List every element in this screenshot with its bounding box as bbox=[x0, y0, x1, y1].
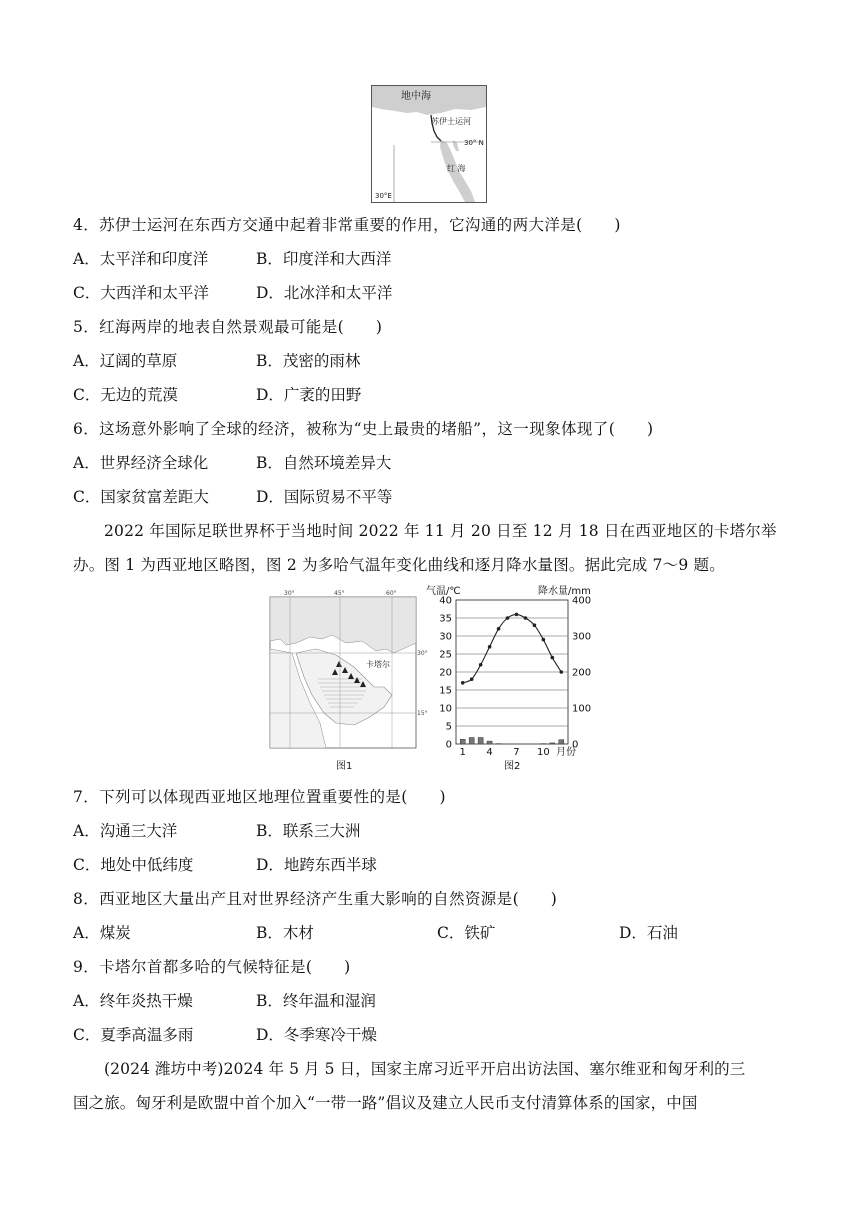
left-tick-label: 25 bbox=[439, 649, 452, 661]
q9-option-a[interactable]: A．终年炎热干燥 bbox=[73, 992, 193, 1010]
fig2-caption: 图2 bbox=[504, 761, 521, 772]
temperature-point bbox=[533, 623, 537, 627]
passage1-line1: 2022 年国际足联世界杯于当地时间 2022 年 11 月 20 日至 12 月 18 日在西亚地区的卡塔尔举 bbox=[104, 522, 777, 540]
temperature-point bbox=[479, 663, 483, 667]
q7-option-b[interactable]: B．联系三大洲 bbox=[256, 822, 361, 840]
q6-stem: 6．这场意外影响了全球的经济，被称为“史上最贵的堵船”，这一现象体现了( ) bbox=[73, 420, 654, 438]
left-tick-label: 30 bbox=[439, 631, 452, 643]
passage2-line2: 国之旅。匈牙利是欧盟中首个加入“一带一路”倡议及建立人民币支付清算体系的国家，中国 bbox=[73, 1094, 698, 1112]
q6-option-a[interactable]: A．世界经济全球化 bbox=[73, 454, 209, 472]
x-unit-label: 月份 bbox=[556, 747, 576, 758]
precip-bar bbox=[559, 740, 564, 744]
q9-option-d[interactable]: D．冬季寒冷干燥 bbox=[256, 1026, 377, 1044]
q8-option-c[interactable]: C．铁矿 bbox=[437, 924, 496, 942]
temperature-point bbox=[461, 681, 465, 685]
precip-bar bbox=[550, 743, 555, 744]
temperature-point bbox=[551, 656, 555, 660]
right-tick-label: 400 bbox=[572, 595, 592, 607]
q6-option-d[interactable]: D．国际贸易不平等 bbox=[256, 488, 393, 506]
fig1-caption: 图1 bbox=[336, 761, 353, 772]
q4-option-b[interactable]: B．印度洋和大西洋 bbox=[256, 250, 392, 268]
q4-option-a[interactable]: A．太平洋和印度洋 bbox=[73, 250, 209, 268]
q6-option-c[interactable]: C．国家贫富差距大 bbox=[73, 488, 209, 506]
q7-option-c[interactable]: C．地处中低纬度 bbox=[73, 856, 194, 874]
x-tick-label: 7 bbox=[513, 747, 520, 758]
left-axis-label: 气温/℃ bbox=[426, 586, 461, 597]
left-tick-label: 10 bbox=[439, 703, 452, 715]
q8-stem: 8．西亚地区大量出产且对世界经济产生重大影响的自然资源是( ) bbox=[73, 890, 558, 908]
qatar-label: 卡塔尔 bbox=[366, 660, 390, 669]
sea-label: 地中海 bbox=[401, 91, 431, 102]
x-tick-label: 4 bbox=[486, 747, 493, 758]
fig1-lon-45: 45° bbox=[334, 590, 345, 597]
q7-option-d[interactable]: D．地跨东西半球 bbox=[256, 856, 377, 874]
q4-option-c[interactable]: C．大西洋和太平洋 bbox=[73, 284, 209, 302]
left-tick-label: 40 bbox=[439, 595, 452, 607]
q5-stem: 5．红海两岸的地表自然景观最可能是( ) bbox=[73, 318, 383, 336]
precip-bar bbox=[487, 741, 492, 744]
fig1-lat-15: 15° bbox=[417, 710, 428, 717]
left-tick-label: 35 bbox=[439, 613, 452, 625]
temperature-line bbox=[463, 614, 562, 682]
lat-label: 30° N bbox=[464, 139, 484, 147]
right-tick-label: 300 bbox=[572, 631, 592, 643]
left-tick-label: 20 bbox=[439, 667, 452, 679]
west-asia-map bbox=[270, 590, 428, 772]
x-tick-label: 1 bbox=[459, 747, 466, 758]
figures-svg bbox=[266, 583, 596, 775]
passage2-line1: (2024 潍坊中考)2024 年 5 月 5 日，国家主席习近平开启出访法国、塞尔维亚和匈牙利的三 bbox=[104, 1060, 746, 1078]
doha-climate-chart bbox=[426, 584, 591, 772]
temperature-point bbox=[542, 638, 546, 642]
fig1-lon-30: 30° bbox=[284, 590, 295, 597]
q5-option-a[interactable]: A．辽阔的草原 bbox=[73, 352, 178, 370]
q9-option-b[interactable]: B．终年温和湿润 bbox=[256, 992, 376, 1010]
precip-bar bbox=[478, 738, 483, 744]
suez-canal-map bbox=[371, 85, 487, 203]
q5-option-c[interactable]: C．无边的荒漠 bbox=[73, 386, 178, 404]
q8-option-a[interactable]: A．煤炭 bbox=[73, 924, 131, 942]
right-tick-label: 200 bbox=[572, 667, 592, 679]
temperature-point bbox=[470, 677, 474, 681]
q8-option-b[interactable]: B．木材 bbox=[256, 924, 314, 942]
temperature-point bbox=[506, 616, 510, 620]
q7-stem: 7．下列可以体现西亚地区地理位置重要性的是( ) bbox=[73, 788, 446, 806]
q7-option-a[interactable]: A．沟通三大洋 bbox=[73, 822, 178, 840]
q6-option-b[interactable]: B．自然环境差异大 bbox=[256, 454, 392, 472]
lon-label: 30°E bbox=[375, 192, 392, 200]
q4-option-d[interactable]: D．北冰洋和太平洋 bbox=[256, 284, 393, 302]
figure-group bbox=[266, 583, 596, 775]
fig1-lat-30: 30° bbox=[417, 650, 428, 657]
passage1-line2: 办。图 1 为西亚地区略图，图 2 为多哈气温年变化曲线和逐月降水量图。据此完成 7～9 题。 bbox=[73, 556, 725, 574]
temperature-point bbox=[488, 645, 492, 649]
temperature-point bbox=[559, 670, 563, 674]
left-tick-label: 0 bbox=[445, 739, 452, 751]
temperature-point bbox=[524, 616, 528, 620]
right-axis-label: 降水量/mm bbox=[538, 586, 591, 597]
q5-option-d[interactable]: D．广袤的田野 bbox=[256, 386, 362, 404]
temperature-point bbox=[497, 627, 501, 631]
left-tick-label: 5 bbox=[445, 721, 452, 733]
q4-stem: 4．苏伊士运河在东西方交通中起着非常重要的作用，它沟通的两大洋是( ) bbox=[73, 216, 621, 234]
red-sea-label: 红 海 bbox=[447, 164, 466, 173]
q9-option-c[interactable]: C．夏季高温多雨 bbox=[73, 1026, 194, 1044]
precip-bar bbox=[469, 738, 474, 744]
right-tick-label: 0 bbox=[572, 739, 579, 751]
canal-label: 苏伊士运河 bbox=[431, 117, 471, 126]
q5-option-b[interactable]: B．茂密的雨林 bbox=[256, 352, 361, 370]
right-tick-label: 100 bbox=[572, 703, 592, 715]
precip-bar bbox=[460, 739, 465, 744]
q9-stem: 9．卡塔尔首都多哈的气候特征是( ) bbox=[73, 958, 351, 976]
temperature-point bbox=[515, 613, 519, 617]
x-tick-label: 10 bbox=[536, 747, 550, 758]
q8-option-d[interactable]: D．石油 bbox=[619, 924, 678, 942]
fig1-lon-60: 60° bbox=[386, 590, 397, 597]
left-tick-label: 15 bbox=[439, 685, 452, 697]
